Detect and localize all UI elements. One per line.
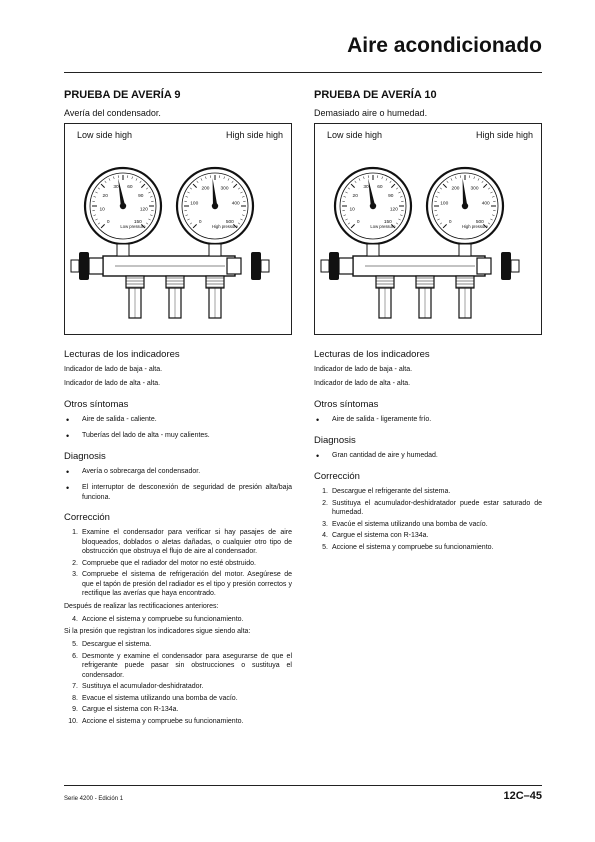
gauge-scale-label: 0 [106,219,110,225]
correction-list [64,640,292,726]
list-item: 2. Sustituya el acumulador-deshidratador puede estar saturado de humedad. [322,499,542,516]
gauge-scale-label: 60 [127,185,133,191]
bullet-icon: • [66,483,70,493]
valve-knob-high [251,252,261,280]
valve-knob-low [329,252,339,280]
bullet-icon: • [316,415,320,425]
correction-list [64,615,292,625]
list-item: 4. Accione el sistema y compruebe su funcionamiento. [72,615,244,623]
list-item: • El interruptor de desconexión de seguridad de presión alta/baja funciona. [66,483,292,501]
gauge-scale-label: 10 [99,207,105,213]
gauge-scale-label: 300 [220,186,229,192]
symptoms-title: Otros síntomas [314,399,379,410]
bullet-icon: • [316,451,320,461]
list-item: • Gran cantidad de aire y humedad. [316,451,438,461]
footer-edition: Serie 4200 - Edición 1 [64,796,124,802]
hex-fitting [89,258,103,274]
manifold-gauge-illustration [65,124,291,334]
low-side-label: Low side high [77,130,133,140]
gauge-scale-label: 120 [389,207,398,213]
reading-high: Indicador de lado de alta - alta. [314,380,411,387]
hex-fitting [477,258,491,274]
list-item: 8. Evacue el sistema utilizando una bomba de vacío. [72,694,238,702]
test-9-subtitle: Avería del condensador. [64,108,161,118]
manifold-body [321,244,519,318]
gauge-scale-label: 90 [388,193,394,199]
reading-high: Indicador de lado de alta - alta. [64,380,161,387]
gauge-scale-label: 300 [470,186,479,192]
high-side-label: High side high [225,130,283,140]
list-item: 3. Evacúe el sistema utilizando una bomba de vacío. [322,520,488,528]
bullet-icon: • [66,467,70,477]
gauge-scale-label: 150 [133,219,142,225]
knob-cap [511,260,519,272]
header-rule [64,72,542,73]
gauge-figure-9 [64,123,292,335]
valve-knob-low [79,252,89,280]
manifold-body [71,244,269,318]
gauge-scale-label: 200 [451,186,460,192]
correction-title: Corrección [64,512,110,523]
test-10-subtitle: Demasiado aire o humedad. [314,108,428,118]
footer-rule [64,785,542,786]
gauge-scale-label: 150 [383,219,392,225]
test-9-column [64,88,292,728]
gauge-scale-label: 500 [475,219,484,225]
reading-low: Indicador de lado de baja - alta. [64,366,163,373]
list-item: 7. Sustituya el acumulador-deshidratador. [72,683,204,690]
test-10-title: PRUEBA DE AVERÍA 10 [314,89,437,101]
list-item: • Aire de salida - ligeramente frío. [316,415,432,425]
gauge-scale-label: 90 [138,193,144,199]
gauge-hub [370,203,376,209]
correction-list [314,487,542,552]
knob-cap [321,260,329,272]
manifold-gauge-illustration [315,124,541,334]
gauge-scale-label: 0 [448,219,452,225]
gauge-scale-label: 30 [363,185,369,191]
list-item: 9. Cargue el sistema con R-134a. [72,706,179,713]
list-item: 5. Accione el sistema y compruebe su funcionamiento. [322,543,494,551]
gauge-scale-label: 500 [225,219,234,225]
if-text: Si la presión que registran los indicadores sigue siendo alta: [64,628,251,635]
list-item: • Aire de salida - caliente. [66,415,157,425]
hex-fitting [227,258,241,274]
gauge-connector [117,244,129,256]
gauge-connector [367,244,379,256]
low-side-label: Low side high [327,130,383,140]
gauge-scale-label: 100 [440,201,449,207]
gauge-scale-label: 20 [102,193,108,199]
gauge-scale-label: 120 [139,207,148,213]
list-item: 4. Cargue el sistema con R-134a. [322,532,429,539]
diagnosis-title: Diagnosis [64,451,106,462]
bullet-icon: • [66,415,70,425]
page-number: 12C–45 [503,790,542,802]
symptoms-title: Otros síntomas [64,399,129,410]
gauge-caption: Low pressure [370,224,396,229]
knob-cap [261,260,269,272]
page-title: Aire acondicionado [347,34,542,57]
list-item: 1. Examine el condensador para verificar si hay pasajes de aire bloqueados, doblados o aletas dañadas, o cualquier otro tipo de obstrucción que obstruya el flujo de aire al condensador. [72,529,292,555]
gauge-figure-10 [314,123,542,335]
high-side-label: High side high [475,130,533,140]
gauge-scale-label: 10 [349,207,355,213]
gauge-scale-label: 30 [113,185,119,191]
readings-title: Lecturas de los indicadores [64,349,180,360]
gauge-scale-label: 100 [190,201,199,207]
list-item: 1. Descargue el refrigerante del sistema. [322,488,451,495]
test-9-title: PRUEBA DE AVERÍA 9 [64,89,181,101]
gauge-scale-label: 0 [198,219,202,225]
gauge-scale-label: 0 [356,219,360,225]
knob-cap [71,260,79,272]
hex-fitting [339,258,353,274]
gauge-scale-label: 200 [201,186,210,192]
gauge-connector [209,244,221,256]
list-item: 10. Accione el sistema y compruebe su funcionamiento. [68,717,244,725]
gauge-scale-label: 20 [352,193,358,199]
diagnosis-title: Diagnosis [314,435,356,446]
gauge-hub [462,203,468,209]
gauge-scale-label: 60 [377,185,383,191]
list-item: 2. Compruebe que el radiador del motor no esté obstruido. [72,559,256,567]
test-10-column [314,88,542,554]
gauge-scale-label: 400 [231,201,240,207]
gauge-caption: High pressure [211,224,239,229]
gauge-caption: Low pressure [120,224,146,229]
bullet-icon: • [66,431,70,441]
gauge-hub [120,203,126,209]
list-item: 6. Desmonte y examine el condensador para asegurarse de que el refrigerante puede pasar sin obstrucciones o sustituya el condensador. [72,652,292,679]
after-text: Después de realizar las rectificaciones anteriores: [64,602,219,610]
gauge-scale-label: 400 [481,201,490,207]
list-item: 3. Compruebe el sistema de refrigeración del motor. Asegúrese de que el tapón de presión del radiador es el tipo y presión correctos y rectifique las averías que haya encontrado. [72,571,292,597]
gauge-connector [459,244,471,256]
correction-title: Corrección [314,471,360,482]
readings-title: Lecturas de los indicadores [314,349,430,360]
list-item: • Tuberías del lado de alta - muy calientes. [66,431,210,441]
reading-low: Indicador de lado de baja - alta. [314,366,413,373]
list-item: • Avería o sobrecarga del condensador. [66,467,201,477]
valve-knob-high [501,252,511,280]
gauge-hub [212,203,218,209]
list-item: 5. Descargue el sistema. [72,641,152,648]
correction-list [64,528,292,599]
gauge-caption: High pressure [461,224,489,229]
